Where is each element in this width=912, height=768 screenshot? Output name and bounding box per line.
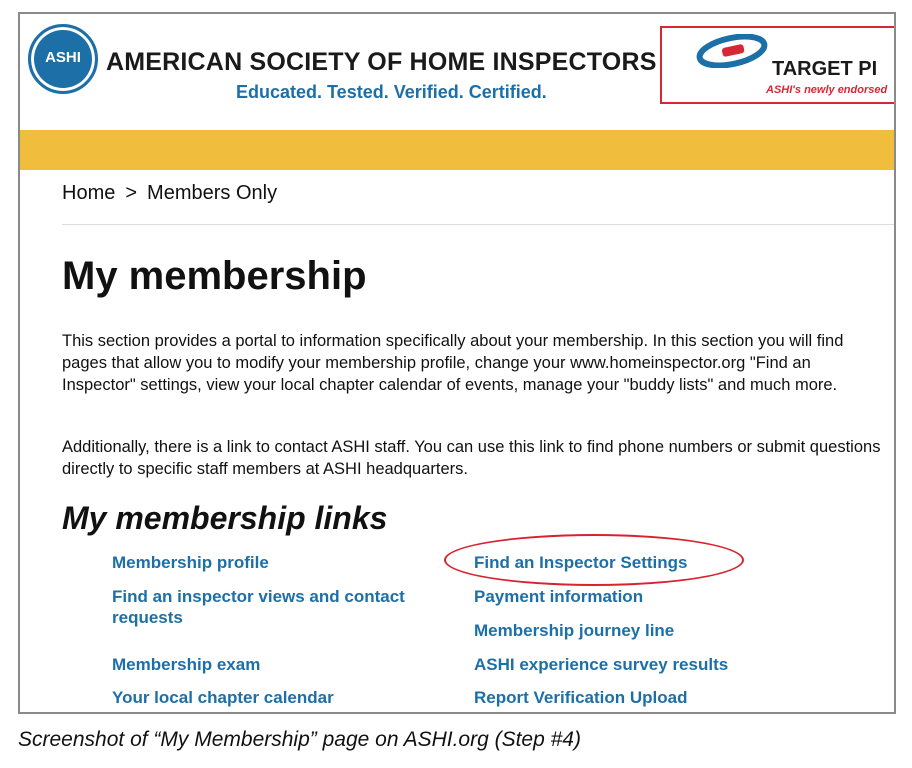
breadcrumb-separator: > [125,182,138,204]
link-payment-information[interactable]: Payment information [474,587,644,606]
target-logo-icon [696,34,774,68]
link-membership-exam[interactable]: Membership exam [112,655,261,674]
links-heading: My membership links [62,500,388,536]
nav-bar [20,130,894,170]
figure-caption: Screenshot of “My Membership” page on ASHI.org (Step #4) [18,728,581,751]
breadcrumb [62,182,277,205]
org-tagline: Educated. Tested. Verified. Certified. [236,82,547,102]
breadcrumb-members-only[interactable]: Members Only [147,182,278,204]
link-find-inspector-settings[interactable]: Find an Inspector Settings [474,553,688,572]
browser-page-frame [18,12,896,714]
ad-title: TARGET PI [772,58,878,80]
link-membership-profile[interactable]: Membership profile [112,553,269,572]
link-ashi-experience-survey[interactable]: ASHI experience survey results [474,655,729,674]
staff-contact-paragraph: Additionally, there is a link to contact ASHI staff. You can use this link to find phone numbers or submit questions directly to specific staff members at ASHI headquarters. [62,438,881,478]
link-local-chapter-calendar[interactable]: Your local chapter calendar [112,688,334,707]
ashi-logo-text: ASHI [45,49,81,66]
intro-paragraph: This section provides a portal to information specifically about your membership. In this section you will find pages that allow you to modify your membership profile, change your www.homeinspector.org "Find an Inspector" settings, view your local chapter calendar of events, manage your "buddy lists" and much more. [62,332,844,394]
ad-banner[interactable] [660,26,896,104]
link-membership-journey-line[interactable]: Membership journey line [474,621,675,640]
breadcrumb-divider [62,224,894,225]
ashi-logo-seal[interactable] [28,24,98,94]
ad-subtitle: ASHI's newly endorsed [766,84,888,96]
link-find-inspector-views[interactable]: Find an inspector views and contact requests [112,587,405,627]
org-name: AMERICAN SOCIETY OF HOME INSPECTORS [106,48,657,76]
page-title: My membership [62,254,367,298]
breadcrumb-home[interactable]: Home [62,182,116,204]
link-report-verification-upload[interactable]: Report Verification Upload [474,688,688,707]
